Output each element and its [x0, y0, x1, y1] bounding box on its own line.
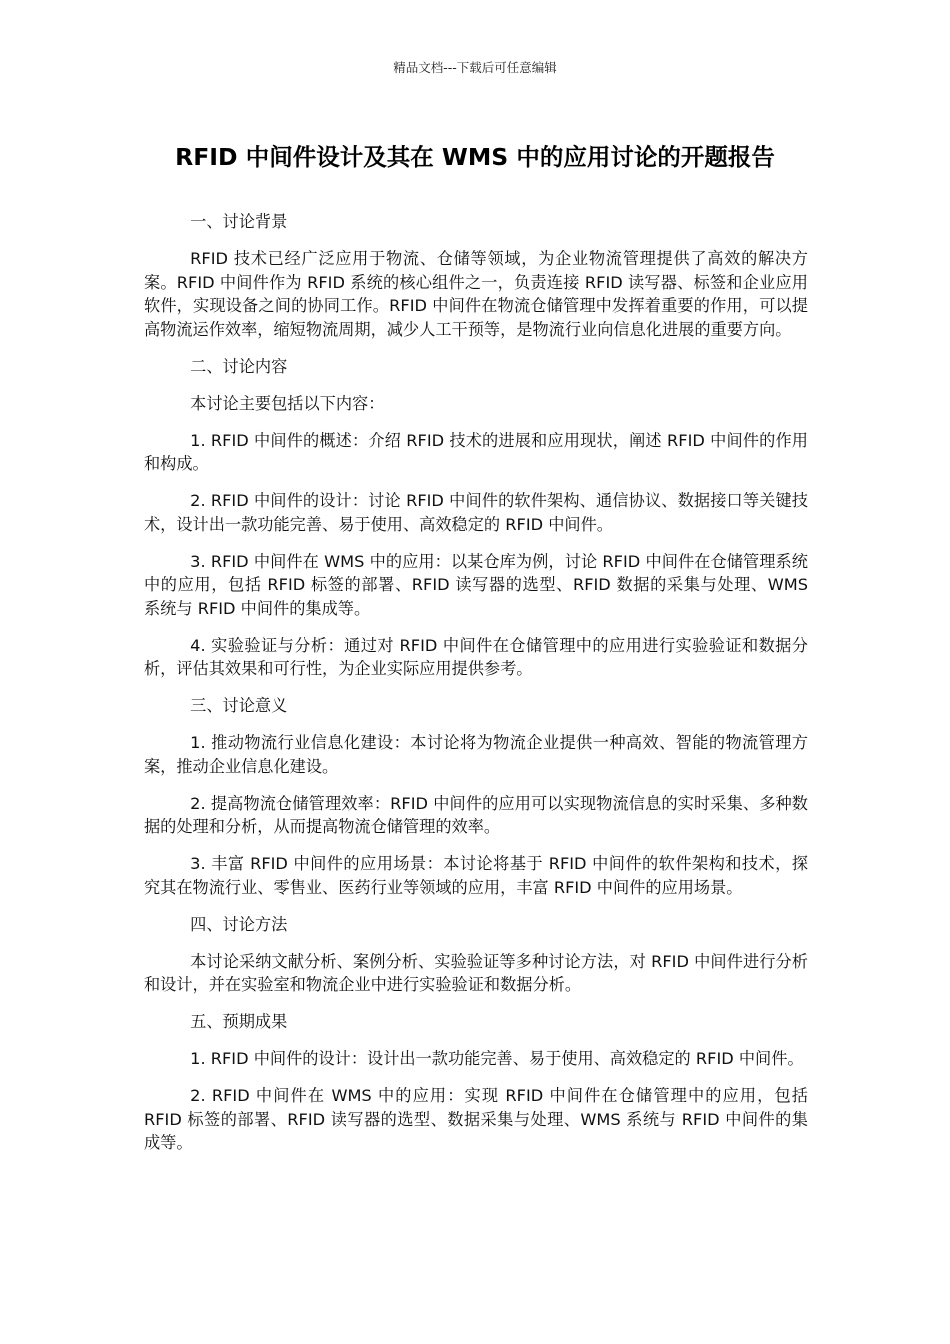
section-heading-background: 一、讨论背景	[190, 212, 288, 231]
significance-item-3: 3. 丰富 RFID 中间件的应用场景：本讨论将基于 RFID 中间件的软件架构和技术，探究其在物流行业、零售业、医药行业等领域的应用，丰富 RFID 中间件的应用场景。	[144, 854, 808, 897]
section-heading-significance: 三、讨论意义	[190, 696, 288, 715]
content-item-1: 1. RFID 中间件的概述：介绍 RFID 技术的进展和应用现状，阐述 RFID 中间件的作用和构成。	[144, 430, 808, 473]
section-heading-methods: 四、讨论方法	[190, 914, 288, 934]
methods-paragraph: 本讨论采纳文献分析、案例分析、实验验证等多种讨论方法，对 RFID 中间件进行分析和设计，并在实验室和物流企业中进行实验验证和数据分析。	[144, 951, 808, 994]
expected-result-item-1: 1. RFID 中间件的设计：设计出一款功能完善、易于使用、高效稳定的 RFID 中间件。	[190, 1049, 804, 1068]
content-item-4: 4. 实验验证与分析：通过对 RFID 中间件在仓储管理中的应用进行实验验证和数据分析，评估其效果和可行性，为企业实际应用提供参考。	[144, 635, 808, 678]
expected-result-item-2: 2. RFID 中间件在 WMS 中的应用：实现 RFID 中间件在仓储管理中的应用，包括 RFID 标签的部署、RFID 读写器的选型、数据采集与处理、WMS 系统与 RFID 中间件的集成等。	[144, 1086, 808, 1152]
header-note: 精品文档---下载后可任意编辑	[393, 60, 557, 75]
content-item-3: 3. RFID 中间件在 WMS 中的应用：以某仓库为例，讨论 RFID 中间件在仓储管理系统中的应用，包括 RFID 标签的部署、RFID 读写器的选型、RFID 数据的采集与处理、WMS 系统与 RFID 中间件的集成等。	[144, 551, 808, 618]
significance-item-2: 2. 提高物流仓储管理效率：RFID 中间件的应用可以实现物流信息的实时采集、多种数据的处理和分析，从而提高物流仓储管理的效率。	[144, 793, 808, 836]
section-heading-content: 二、讨论内容	[190, 356, 288, 376]
document-body	[144, 210, 808, 1168]
background-paragraph: RFID 技术已经广泛应用于物流、仓储等领域，为企业物流管理提供了高效的解决方案。RFID 中间件作为 RFID 系统的核心组件之一，负责连接 RFID 读写器、标签和企业应用软件，实现设备之间的协同工作。RFID 中间件在物流仓储管理中发挥着重要的作用，可以提高物流运作效率，缩短物流周期，减少人工干预等，是物流行业向信息化进展的重要方向。	[144, 249, 808, 339]
content-intro-paragraph: 本讨论主要包括以下内容：	[190, 393, 385, 413]
document-title: RFID 中间件设计及其在 WMS 中的应用讨论的开题报告	[175, 143, 775, 171]
content-item-2: 2. RFID 中间件的设计：讨论 RFID 中间件的软件架构、通信协议、数据接口等关键技术，设计出一款功能完善、易于使用、高效稳定的 RFID 中间件。	[144, 491, 808, 534]
section-heading-expected-results: 五、预期成果	[190, 1012, 288, 1031]
significance-item-1: 1. 推动物流行业信息化建设：本讨论将为物流企业提供一种高效、智能的物流管理方案，推动企业信息化建设。	[144, 733, 808, 776]
